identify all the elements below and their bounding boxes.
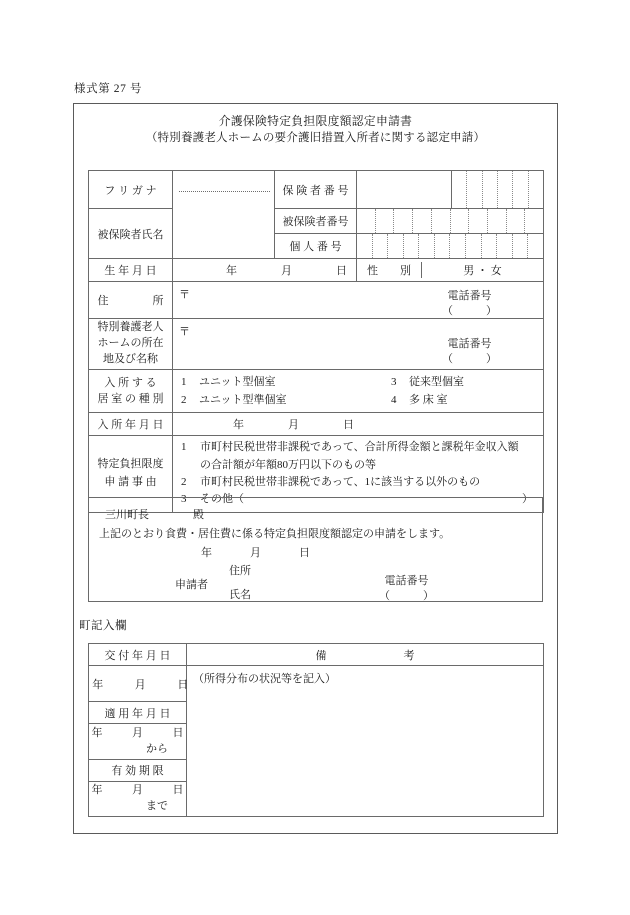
mayor-title: 三川町長 [105, 509, 149, 521]
valid-until-input[interactable] [89, 781, 187, 816]
applicant-address-label: 住所 [229, 565, 251, 577]
room-type-options[interactable] [173, 370, 544, 413]
room-type-label-line2: 居 室 の 種 別 [97, 393, 164, 406]
issue-date-input[interactable] [89, 666, 192, 702]
room-option-row [181, 391, 543, 409]
month-glyph: 月 [288, 419, 299, 432]
room-option-1-label[interactable]: ユニット型個室 [199, 376, 276, 388]
room-option-1-num: 1 [181, 376, 187, 388]
apply-date-input[interactable] [89, 724, 187, 759]
title-block [73, 112, 558, 148]
room-option-2-num: 2 [181, 394, 187, 407]
applicant-name-label: 氏名 [229, 589, 251, 601]
issue-date-line: 年 月 日 [92, 678, 192, 691]
table-row [89, 413, 544, 436]
gender-options[interactable]: 男 ・ 女 [463, 265, 502, 277]
table-row [89, 319, 544, 370]
reason-option-2[interactable] [181, 474, 539, 491]
tel-label: 電話番号 [447, 290, 492, 302]
reason-label-line2: 申 請 事 由 [104, 476, 157, 489]
facility-label-line3: 地及び名称 [103, 352, 158, 365]
personal-number-label: 個 人 番 号 [275, 234, 357, 259]
declaration-statement: 上記のとおり食費・居住費に係る特定負担限度額認定の申請をします。 [99, 528, 451, 540]
table-row [89, 666, 544, 702]
reason-3-label[interactable]: その他（ [200, 493, 244, 506]
furigana-label: フ リ ガ ナ [89, 171, 173, 209]
birthdate-input[interactable] [173, 259, 357, 282]
gender-cell[interactable] [357, 259, 544, 282]
insurer-number-label: 保 険 者 番 号 [275, 171, 357, 209]
remarks-note: （所得分布の状況等を記入） [193, 673, 336, 685]
facility-label [89, 319, 173, 370]
valid-until-header: 有 効 期 限 [89, 759, 187, 781]
reason-2-label[interactable]: 市町村民税世帯非課税であって、1に該当する以外のもの [200, 476, 481, 489]
year-glyph: 年 [226, 265, 237, 277]
table-row [89, 282, 544, 319]
table-row [89, 171, 544, 209]
declaration-date-input[interactable] [163, 544, 310, 560]
facility-input[interactable] [173, 319, 544, 370]
facility-tel-block[interactable] [442, 337, 497, 367]
room-option-3-num: 3 [391, 376, 397, 388]
facility-label-line1: 特別養護老人 [97, 321, 164, 334]
table-row [89, 644, 544, 666]
tel-parens: （ ） [442, 304, 497, 317]
room-option-4-label[interactable]: 多 床 室 [409, 394, 448, 407]
reason-label-line1: 特定負担限度 [97, 458, 164, 471]
reason-1-continuation: の合計額が年額80万円以下のもの等 [200, 458, 376, 471]
facility-postal-mark-icon: 〒 [179, 326, 190, 338]
page-subtitle: （特別養護老人ホームの要介護旧措置入所者に関する認定申請） [145, 132, 486, 145]
issue-date-header: 交 付 年 月 日 [89, 644, 187, 666]
reason-option-1[interactable] [181, 439, 539, 456]
facility-label-line2: ホームの所在 [97, 337, 164, 350]
postal-mark-icon: 〒 [179, 289, 190, 301]
reason-3-num: 3 [181, 493, 187, 506]
admission-date-line [217, 419, 354, 431]
birthdate-label: 生 年 月 日 [89, 259, 173, 282]
year-glyph: 年 [233, 419, 244, 432]
year-glyph: 年 [201, 547, 212, 559]
applicant-table [88, 170, 544, 513]
table-row [89, 209, 544, 234]
day-glyph: 日 [336, 265, 347, 277]
room-option-3-label[interactable]: 従来型個室 [409, 376, 464, 388]
declaration-block [88, 497, 543, 602]
dono-honorific: 殿 [193, 509, 204, 521]
address-input[interactable] [173, 282, 544, 319]
applicant-tel-block[interactable] [379, 574, 434, 604]
admission-date-label: 入 所 年 月 日 [89, 413, 173, 436]
remarks-header: 備 考 [187, 644, 544, 666]
month-glyph: 月 [281, 265, 292, 277]
facility-tel-label: 電話番号 [447, 338, 492, 350]
valid-until-to-suffix: まで [146, 799, 168, 812]
room-type-label-line1: 入 所 す る [104, 376, 157, 389]
insured-name-label: 被保険者氏名 [89, 209, 173, 259]
insured-name-input[interactable] [173, 171, 275, 259]
table-row [89, 370, 544, 413]
remarks-input[interactable] [187, 666, 544, 817]
room-option-4-num: 4 [391, 394, 397, 407]
reason-1-num: 1 [181, 441, 187, 454]
applicant-label: 申請者 [175, 579, 208, 591]
furigana-guide-line [179, 191, 270, 192]
gender-label: 性 別 [357, 262, 422, 278]
form-number: 様式第 27 号 [74, 83, 143, 95]
insurer-number-blank [357, 171, 452, 208]
month-glyph: 月 [250, 547, 261, 559]
room-type-label [89, 370, 173, 413]
address-tel-block[interactable] [442, 289, 497, 319]
personal-number-input[interactable] [357, 234, 544, 259]
reason-2-num: 2 [181, 476, 187, 489]
facility-tel-parens: （ ） [442, 352, 497, 365]
day-glyph: 日 [343, 419, 354, 432]
room-option-row [181, 373, 543, 391]
applicant-tel-label: 電話番号 [384, 575, 429, 587]
insured-number-input[interactable] [357, 209, 544, 234]
town-entry-table [88, 643, 544, 817]
reason-1-label[interactable]: 市町村民税世帯非課税であって、合計所得金額と課税年金収入額 [200, 441, 519, 454]
day-glyph: 日 [299, 547, 310, 559]
address-label: 住 所 [89, 282, 173, 319]
valid-until-line: 年 月 日 [91, 783, 186, 796]
insurer-number-boxes[interactable] [452, 171, 543, 208]
page-title: 介護保険特定負担限度額認定申請書 [218, 114, 413, 128]
apply-date-header: 適 用 年 月 日 [89, 702, 187, 724]
table-row [89, 259, 544, 282]
admission-date-input[interactable] [173, 413, 544, 436]
apply-date-from-suffix: から [146, 742, 168, 755]
applicant-tel-parens: （ ） [379, 589, 434, 602]
personal-number-boxes[interactable] [357, 234, 543, 258]
insured-number-boxes[interactable] [357, 209, 543, 233]
apply-date-line: 年 月 日 [91, 726, 186, 739]
birthdate-line [182, 265, 347, 277]
insurer-number-input[interactable] [357, 171, 544, 209]
town-section-label: 町記入欄 [79, 620, 127, 632]
addressee-line [105, 506, 204, 522]
room-option-2-label[interactable]: ユニット型準個室 [199, 394, 287, 407]
reason-3-close-paren: ） [522, 493, 533, 506]
insured-number-label: 被保険者番号 [275, 209, 357, 234]
